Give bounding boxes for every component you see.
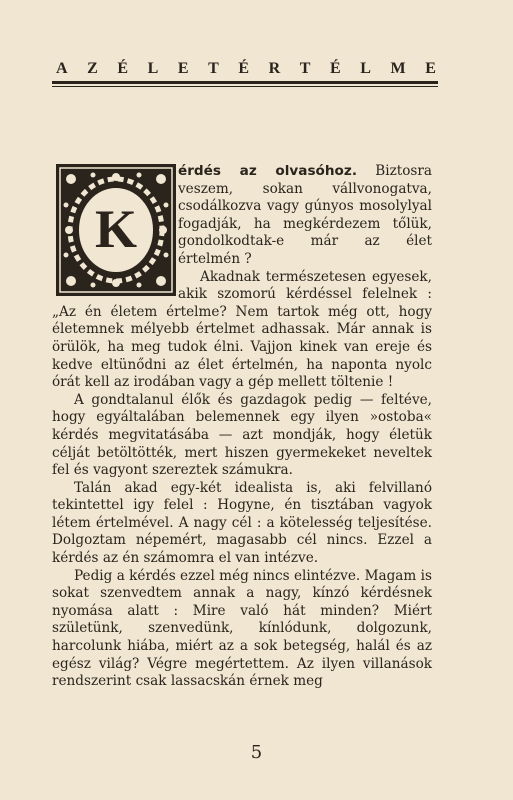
header-letter: E [177,60,189,77]
paragraph: A gondtalanul élők és gazdagok pedig — feltéve, hogy egyáltalában belemennek egy ilyen »ostoba« kérdés megvitatásába — azt mondják, hogy életük célját betöltötték, mert hiszen gyermekeket neveltek fel és vagyont szereztek számukra. [52,391,432,479]
header-letter: T [299,60,311,77]
paragraph: Pedig a kérdés ezzel még nincs elintézve. Magam is sokat szenvedtem annak a nagy, kínzó kérdésnek nyomása alatt : Mire való hát minden? Miért születünk, szenvedünk, kínlódunk, dolgozunk, harcolunk hiába, miért az a sok betegség, halál és az egész világ? Végre megértettem. Az ilyen villanások rendszerint csak lassacskán érnek meg [52,567,432,690]
header-letter: A [56,60,68,77]
header-letter: L [360,60,371,77]
page-number: 5 [250,742,263,763]
header-letter: É [330,60,341,77]
header-rule [52,81,438,84]
paragraph: Akadnak természetesen egyesek, akik szomorú kérdéssel felelnek : „Az én életem értelme? Nem tartok még ott, hogy életemnek mélyebb értelmet adhassak. Már annak is örülök, ha meg tudok élni. Vajjon kinek van ereje és kedve eltünődni az élet értelmén, ha naponta nyolc órát kell az irodában vagy a gép mellett töltenie ! [52,268,432,391]
lead-phrase: érdés az olvasóhoz. [178,163,357,179]
header-letter: R [268,60,281,77]
header-rule-thin [52,86,438,87]
paragraph: Talán akad egy-két idealista is, aki felvillanó tekintettel igy felel : Hogyne, én tisztában vagyok létem értelmével. A nagy cél : a kötelesség teljesítése. Dolgoztam népemért, magasabb cél nincs. Ezzel a kérdés az én számomra el van intézve. [52,479,432,567]
header-letter: L [147,60,159,77]
paragraph-text: Biztosra veszem, sokan vállvonogatva, csodálkozva vagy gúnyos mosolylyal fogadják, ha megkérdezem tőlük, gondolkodtak-e már az élet értelmén ? [178,163,432,267]
header-letter: É [238,60,250,77]
header-letter: M [390,60,406,77]
running-header [56,58,436,80]
drop-cap-letter: K [94,199,138,259]
body-text [52,163,432,691]
header-letter: E [425,60,436,77]
header-letter: Z [87,60,98,77]
header-letter: É [117,60,129,77]
header-letter: T [208,60,219,77]
